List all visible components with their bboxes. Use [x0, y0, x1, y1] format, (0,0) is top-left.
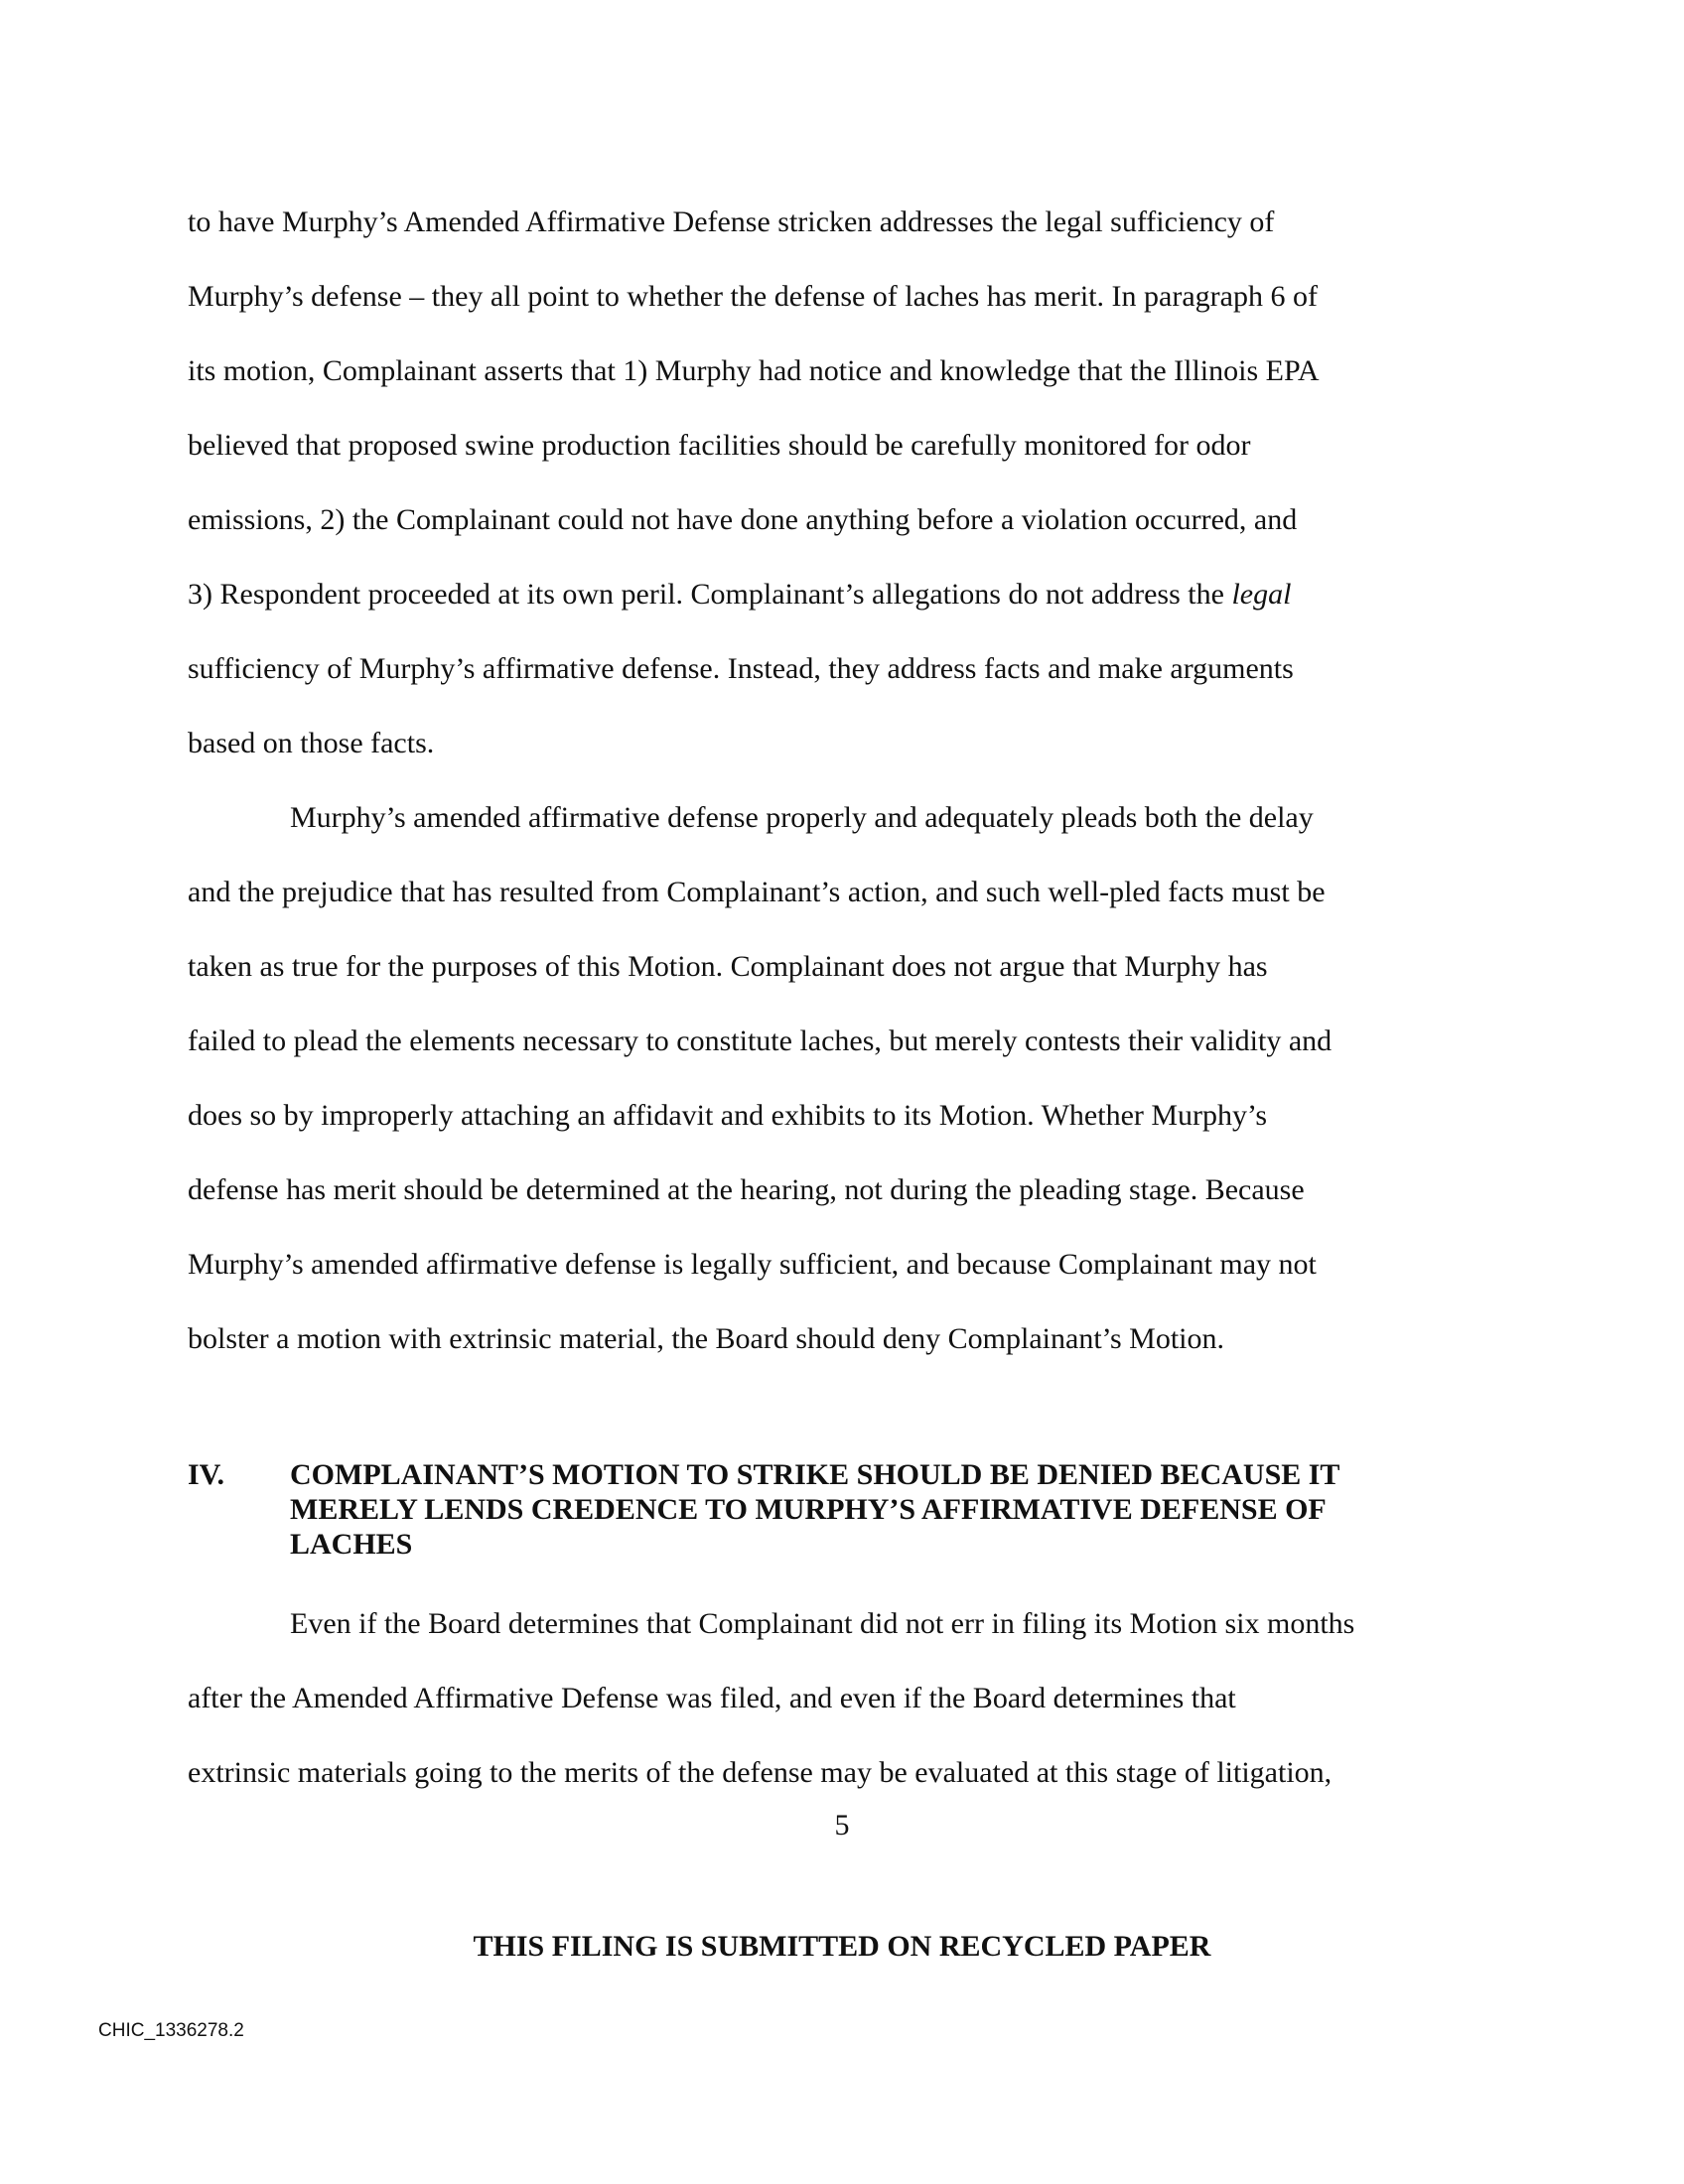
paragraph-3: [188, 1586, 1459, 1810]
paragraph-line: taken as true for the purposes of this Motion. Complainant does not argue that Murphy has: [188, 950, 1268, 983]
paragraph-line: [188, 557, 1459, 631]
paragraph-1: [188, 185, 1459, 780]
paragraph-line: to have Murphy’s Amended Affirmative Defense stricken addresses the legal sufficiency of: [188, 205, 1275, 238]
paragraph-line: bolster a motion with extrinsic material, the Board should deny Complainant’s Motion.: [188, 1322, 1225, 1355]
paragraph-line: Murphy’s amended affirmative defense is legally sufficient, and because Complainant may not: [188, 1248, 1317, 1281]
italic-emphasis: legal: [1231, 578, 1292, 611]
paragraph-line: Even if the Board determines that Complainant did not err in filing its Motion six months: [290, 1607, 1355, 1640]
paragraph-line: emissions, 2) the Complainant could not have done anything before a violation occurred, and: [188, 503, 1298, 536]
paragraph-2: [188, 780, 1459, 1376]
section-title-line: COMPLAINANT’S MOTION TO STRIKE SHOULD BE DENIED BECAUSE IT: [290, 1458, 1340, 1491]
footer-notice: THIS FILING IS SUBMITTED ON RECYCLED PAPER: [473, 1930, 1211, 1963]
paragraph-line: after the Amended Affirmative Defense was filed, and even if the Board determines that: [188, 1682, 1236, 1714]
paragraph-line: and the prejudice that has resulted from Complainant’s action, and such well-pled facts must be: [188, 876, 1326, 908]
paragraph-line: does so by improperly attaching an affidavit and exhibits to its Motion. Whether Murphy’s: [188, 1099, 1268, 1132]
paragraph-line: its motion, Complainant asserts that 1) Murphy had notice and knowledge that the Illinois EPA: [188, 354, 1320, 387]
page-number: 5: [834, 1809, 850, 1842]
paragraph-line: failed to plead the elements necessary to constitute laches, but merely contests their validity and: [188, 1024, 1333, 1057]
paragraph-line: sufficiency of Murphy’s affirmative defense. Instead, they address facts and make arguments: [188, 652, 1294, 685]
section-title-line: MERELY LENDS CREDENCE TO MURPHY’S AFFIRMATIVE DEFENSE OF: [290, 1493, 1327, 1526]
section-title-line: LACHES: [290, 1528, 413, 1561]
paragraph-line: defense has merit should be determined at the hearing, not during the pleading stage. Because: [188, 1173, 1305, 1206]
paragraph-line: based on those facts.: [188, 727, 435, 759]
section-number: IV.: [188, 1458, 224, 1491]
paragraph-line: believed that proposed swine production facilities should be carefully monitored for odor: [188, 429, 1251, 462]
paragraph-line: extrinsic materials going to the merits of the defense may be evaluated at this stage of litigation,: [188, 1756, 1333, 1789]
paragraph-line: Murphy’s defense – they all point to whether the defense of laches has merit. In paragraph 6 of: [188, 280, 1318, 313]
paragraph-line: Murphy’s amended affirmative defense properly and adequately pleads both the delay: [290, 801, 1314, 834]
paragraph-text: 3) Respondent proceeded at its own peril. Complainant’s allegations do not address the: [188, 578, 1232, 611]
document-id: CHIC_1336278.2: [98, 2020, 244, 2041]
section-title: [290, 1457, 1339, 1562]
